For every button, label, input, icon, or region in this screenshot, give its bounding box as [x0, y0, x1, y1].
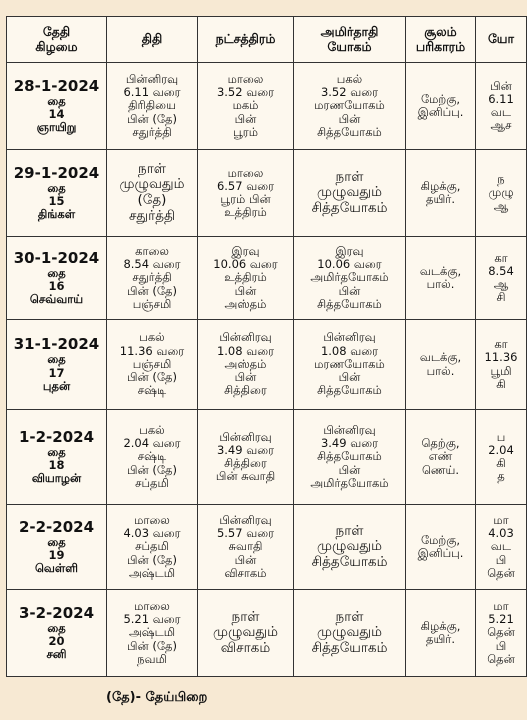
soolam-cell — [406, 590, 476, 677]
soolam-cell-line: பால். — [426, 277, 455, 291]
extra-cell — [476, 63, 527, 150]
tithi-cell-line: சதுர்த்தி — [128, 207, 176, 224]
yogam-cell-line: சித்தயோகம் — [317, 383, 382, 398]
tamil-day-number: 18 — [48, 458, 65, 473]
date-cell — [7, 63, 107, 150]
header-yogam-line1: அமிர்தாதி — [320, 24, 379, 40]
soolam-cell-line: இனிப்பு. — [417, 546, 464, 560]
tithi-cell — [107, 320, 198, 410]
header-nakshatra: நட்சத்திரம் — [198, 17, 294, 63]
soolam-cell — [406, 63, 476, 150]
nakshatra-cell — [198, 590, 294, 677]
soolam-cell-line: எண் — [428, 449, 453, 464]
soolam-cell-line: மேற்கு, — [420, 91, 461, 106]
nakshatra-cell-line: பூரம் — [233, 124, 258, 139]
nakshatra-cell-line: பின்னிரவு — [219, 429, 272, 444]
yogam-cell-line: பின்னிரவு — [323, 330, 376, 345]
tithi-cell-line: 2.04 வரை — [123, 436, 181, 451]
nakshatra-cell-line: அஸ்தம் — [224, 356, 267, 371]
yogam-cell-line: பின் — [338, 462, 361, 477]
yogam-cell-line: 10.06 வரை — [317, 257, 382, 272]
soolam-cell-line: இனிப்பு. — [417, 105, 464, 119]
nakshatra-cell — [198, 410, 294, 505]
soolam-cell-line: வடக்கு, — [419, 263, 462, 278]
tithi-cell-line: (தே) — [137, 192, 167, 208]
date-text: 1-2-2024 — [18, 427, 95, 446]
nakshatra-cell-line: 3.52 வரை — [216, 85, 275, 100]
tithi-cell-line: சப்தமி — [135, 539, 169, 554]
date-text: 29-1-2024 — [13, 163, 100, 182]
month-text: தை — [47, 444, 66, 459]
tithi-cell — [107, 150, 198, 237]
tithi-cell-line: 5.21 வரை — [123, 612, 181, 627]
tithi-cell-line: காலை — [135, 243, 169, 258]
nakshatra-cell-line: விசாகம் — [224, 565, 267, 580]
yogam-cell-line: சித்தயோகம் — [311, 553, 388, 570]
date-cell — [7, 320, 107, 410]
tithi-cell-line: 4.03 வரை — [123, 526, 181, 541]
weekday-text: சனி — [46, 647, 67, 662]
nakshatra-cell-line: பின் சுவாதி — [215, 469, 276, 484]
extra-cell — [476, 150, 527, 237]
header-yogam — [294, 17, 406, 63]
nakshatra-cell-line: சித்திரை — [224, 456, 267, 470]
tithi-cell-line: பின் (தே) — [127, 283, 177, 298]
date-cell — [7, 150, 107, 237]
date-text: 3-2-2024 — [18, 603, 95, 622]
yogam-cell-line: 1.08 வரை — [320, 343, 379, 358]
soolam-cell — [406, 320, 476, 410]
extra-cell-line: ஆ — [493, 277, 509, 291]
yogam-cell — [294, 505, 406, 590]
tithi-cell-line: முழுவதும் — [119, 176, 185, 193]
panchangam-table — [6, 16, 527, 677]
nakshatra-cell-line: மாலை — [227, 165, 264, 180]
extra-cell-line: ப — [496, 429, 506, 444]
nakshatra-cell-line: 5.57 வரை — [216, 526, 275, 541]
month-text: தை — [47, 93, 66, 108]
tithi-cell-line: திரிதியை — [128, 98, 176, 113]
yogam-cell-line: இரவு — [335, 243, 364, 258]
nakshatra-cell-line: சித்திரை — [224, 383, 267, 398]
extra-cell — [476, 410, 527, 505]
tithi-cell-line: பின் (தே) — [127, 638, 177, 653]
soolam-cell — [406, 237, 476, 320]
yogam-cell-line: பின் — [338, 370, 361, 385]
yogam-cell-line: நாள் — [335, 168, 364, 185]
extra-cell-line: சி — [496, 290, 506, 305]
tithi-cell-line: பின்னிரவு — [125, 71, 179, 86]
date-text: 28-1-2024 — [13, 76, 100, 95]
yogam-cell-line: முழுவதும் — [317, 624, 382, 641]
date-text: 30-1-2024 — [13, 248, 100, 267]
extra-cell-line: த — [497, 469, 505, 484]
extra-cell-line: 11.36 — [484, 350, 518, 365]
yogam-cell-line: சித்தயோகம் — [311, 639, 388, 656]
nakshatra-cell — [198, 505, 294, 590]
nakshatra-cell-line: மாலை — [227, 71, 264, 86]
nakshatra-cell-line: பின் — [234, 283, 257, 298]
yogam-cell-line: பின்னிரவு — [323, 422, 376, 437]
extra-cell-line: வட — [490, 105, 512, 119]
nakshatra-cell-line: சுவாதி — [228, 539, 263, 554]
tithi-cell-line: 6.11 வரை — [123, 85, 181, 100]
tithi-cell-line: அஷ்டமி — [128, 625, 176, 640]
yogam-cell-line: 3.52 வரை — [320, 85, 379, 100]
yogam-cell — [294, 320, 406, 410]
weekday-text: வியாழன் — [31, 471, 82, 486]
nakshatra-cell-line: இரவு — [231, 243, 260, 258]
yogam-cell-line: அமிர்தயோகம் — [310, 475, 389, 490]
nakshatra-cell-line: அஸ்தம் — [224, 296, 267, 311]
yogam-cell-line: பகல் — [336, 71, 363, 86]
tithi-cell — [107, 505, 198, 590]
extra-cell-line: பின் — [490, 78, 512, 93]
extra-cell-line: ஆச — [490, 118, 512, 133]
extra-cell — [476, 320, 527, 410]
extra-cell-line: தென் — [487, 625, 515, 640]
extra-cell-line: கா — [494, 250, 508, 265]
yogam-cell — [294, 63, 406, 150]
month-text: தை — [47, 620, 66, 635]
extra-cell-line: வட — [490, 539, 512, 554]
extra-cell-line: பி — [495, 638, 507, 653]
header-yogam-line2: யோகம் — [327, 38, 372, 54]
table-row — [7, 63, 527, 150]
table-row — [7, 150, 527, 237]
soolam-cell-line: ணெய். — [421, 462, 460, 477]
nakshatra-cell-line: உத்திரம் — [224, 205, 267, 220]
soolam-cell — [406, 505, 476, 590]
extra-cell-line: மா — [493, 512, 509, 527]
soolam-cell-line: மேற்கு, — [420, 532, 461, 547]
tithi-cell-line: அஷ்டமி — [128, 565, 176, 580]
yogam-cell-line: சித்தயோகம் — [317, 124, 382, 139]
tithi-cell-line: பின் (தே) — [127, 462, 177, 477]
extra-cell-line: கா — [494, 337, 508, 352]
yogam-cell-line: அமிர்தயோகம் — [310, 270, 389, 285]
header-date: தேதி — [42, 24, 71, 40]
tithi-cell-line: பின் (தே) — [127, 552, 177, 567]
tamil-day-number: 14 — [48, 107, 65, 122]
nakshatra-cell — [198, 320, 294, 410]
soolam-cell-line: தயிர். — [426, 632, 455, 646]
extra-cell-line: தென் — [487, 565, 515, 580]
yogam-cell-line: மரணயோகம் — [314, 98, 385, 113]
date-cell — [7, 237, 107, 320]
yogam-cell — [294, 237, 406, 320]
extra-cell-line: 5.21 — [488, 612, 514, 627]
extra-cell-line: பூமி — [490, 363, 512, 378]
yogam-cell-line: 3.49 வரை — [320, 436, 379, 451]
nakshatra-cell-line: விசாகம் — [220, 639, 271, 656]
soolam-cell-line: தயிர். — [426, 192, 455, 206]
table-row — [7, 410, 527, 505]
yogam-cell-line: சித்தயோகம் — [317, 296, 382, 311]
header-day: கிழமை — [35, 38, 78, 54]
soolam-cell-line: கிழக்கு, — [420, 618, 461, 633]
tithi-cell-line: பகல் — [139, 330, 165, 345]
extra-cell — [476, 505, 527, 590]
weekday-text: செவ்வாய் — [29, 292, 84, 307]
weekday-text: புதன் — [42, 378, 71, 393]
extra-cell-line: கி — [496, 456, 506, 470]
extra-cell-line: பி — [495, 552, 507, 567]
tamil-day-number: 20 — [48, 634, 65, 649]
tithi-cell-line: 11.36 வரை — [119, 343, 185, 358]
yogam-cell-line: நாள் — [335, 522, 364, 539]
tithi-cell-line: நாள் — [138, 160, 166, 177]
date-cell — [7, 410, 107, 505]
soolam-cell — [406, 150, 476, 237]
tithi-cell-line: சஷ்டி — [137, 383, 167, 398]
extra-cell — [476, 590, 527, 677]
weekday-text: திங்கள் — [37, 207, 76, 222]
nakshatra-cell-line: உத்திரம் — [224, 270, 267, 285]
extra-cell — [476, 237, 527, 320]
nakshatra-cell-line: முழுவதும் — [213, 624, 278, 641]
nakshatra-cell-line: 10.06 வரை — [213, 257, 278, 272]
extra-cell-line: முழு — [488, 185, 514, 200]
header-soolam — [406, 17, 476, 63]
tithi-cell-line: சஷ்டி — [137, 449, 167, 464]
yogam-cell-line: நாள் — [335, 608, 364, 625]
month-text: தை — [47, 534, 66, 549]
yogam-cell-line: பின் — [338, 283, 361, 298]
nakshatra-cell — [198, 237, 294, 320]
yogam-cell-line: முழுவதும் — [317, 184, 382, 201]
yogam-cell — [294, 590, 406, 677]
yogam-cell-line: சித்தயோகம் — [317, 449, 382, 464]
nakshatra-cell — [198, 63, 294, 150]
tithi-cell — [107, 410, 198, 505]
date-text: 2-2-2024 — [18, 517, 95, 536]
nakshatra-cell-line: பின்னிரவு — [219, 512, 272, 527]
header-soolam-line2: பரிகாரம் — [415, 38, 466, 54]
table-row — [7, 505, 527, 590]
nakshatra-cell — [198, 150, 294, 237]
tamil-day-number: 19 — [48, 548, 65, 563]
tithi-cell-line: சதுர்த்தி — [132, 124, 172, 139]
yogam-cell — [294, 150, 406, 237]
tithi-cell — [107, 237, 198, 320]
tithi-cell-line: 8.54 வரை — [123, 257, 181, 272]
extra-cell-line: 2.04 — [488, 442, 514, 457]
footnote: (தே)- தேய்பிறை — [106, 690, 208, 705]
month-text: தை — [47, 265, 66, 280]
nakshatra-cell-line: பின் — [234, 111, 257, 126]
header-date-day — [7, 17, 107, 63]
tithi-cell-line: மாலை — [134, 512, 170, 527]
nakshatra-cell-line: பின்னிரவு — [219, 330, 272, 345]
soolam-cell-line: தெற்கு, — [421, 436, 460, 451]
nakshatra-cell-line: நாள் — [231, 608, 260, 625]
extra-cell-line: 6.11 — [488, 91, 514, 106]
weekday-text: ஞாயிறு — [36, 120, 77, 135]
extra-cell-line: ந — [497, 172, 505, 187]
tithi-cell — [107, 63, 198, 150]
table-row — [7, 237, 527, 320]
extra-cell-line: 4.03 — [488, 526, 514, 541]
nakshatra-cell-line: பின் — [234, 370, 257, 385]
extra-cell-line: 8.54 — [488, 263, 514, 278]
tamil-day-number: 17 — [48, 365, 65, 380]
nakshatra-cell-line: 6.57 வரை — [216, 178, 275, 193]
extra-cell-line: கி — [496, 376, 506, 391]
extra-cell-line: ஆ — [493, 198, 509, 213]
header-extra: யோ — [476, 17, 527, 63]
table-row — [7, 320, 527, 410]
tithi-cell-line: சப்தமி — [135, 475, 169, 490]
nakshatra-cell-line: 3.49 வரை — [216, 442, 275, 457]
tithi-cell-line: சதுர்த்தி — [132, 270, 172, 285]
yogam-cell-line: மரணயோகம் — [314, 356, 385, 371]
tithi-cell-line: பஞ்சமி — [132, 296, 172, 311]
nakshatra-cell-line: 1.08 வரை — [216, 343, 275, 358]
month-text: தை — [47, 180, 66, 195]
yogam-cell — [294, 410, 406, 505]
header-soolam-line1: சூலம் — [424, 24, 457, 40]
yogam-cell-line: பின் — [338, 111, 361, 126]
nakshatra-cell-line: பூரம் பின் — [220, 192, 271, 206]
date-text: 31-1-2024 — [13, 335, 100, 354]
tamil-day-number: 15 — [48, 194, 65, 209]
soolam-cell-line: வடக்கு, — [419, 350, 462, 365]
soolam-cell-line: பால். — [426, 363, 455, 378]
yogam-cell-line: சித்தயோகம் — [311, 199, 388, 216]
soolam-cell — [406, 410, 476, 505]
table-row — [7, 590, 527, 677]
date-cell — [7, 505, 107, 590]
month-text: தை — [47, 352, 66, 367]
weekday-text: வெள்ளி — [34, 561, 79, 576]
header-tithi: திதி — [107, 17, 198, 63]
tithi-cell-line: பஞ்சமி — [132, 356, 172, 371]
extra-cell-line: தென் — [487, 651, 515, 666]
yogam-cell-line: முழுவதும் — [317, 538, 382, 555]
tithi-cell — [107, 590, 198, 677]
tithi-cell-line: நவமி — [137, 651, 167, 666]
header-row — [7, 17, 527, 63]
tithi-cell-line: பகல் — [139, 422, 165, 437]
nakshatra-cell-line: மகம் — [232, 98, 259, 113]
tithi-cell-line: பின் (தே) — [127, 370, 177, 385]
tamil-day-number: 16 — [48, 279, 65, 294]
date-cell — [7, 590, 107, 677]
nakshatra-cell-line: பின் — [234, 552, 257, 567]
tithi-cell-line: பின் (தே) — [127, 111, 177, 126]
extra-cell-line: மா — [493, 598, 509, 613]
soolam-cell-line: கிழக்கு, — [420, 178, 461, 193]
tithi-cell-line: மாலை — [134, 598, 170, 613]
